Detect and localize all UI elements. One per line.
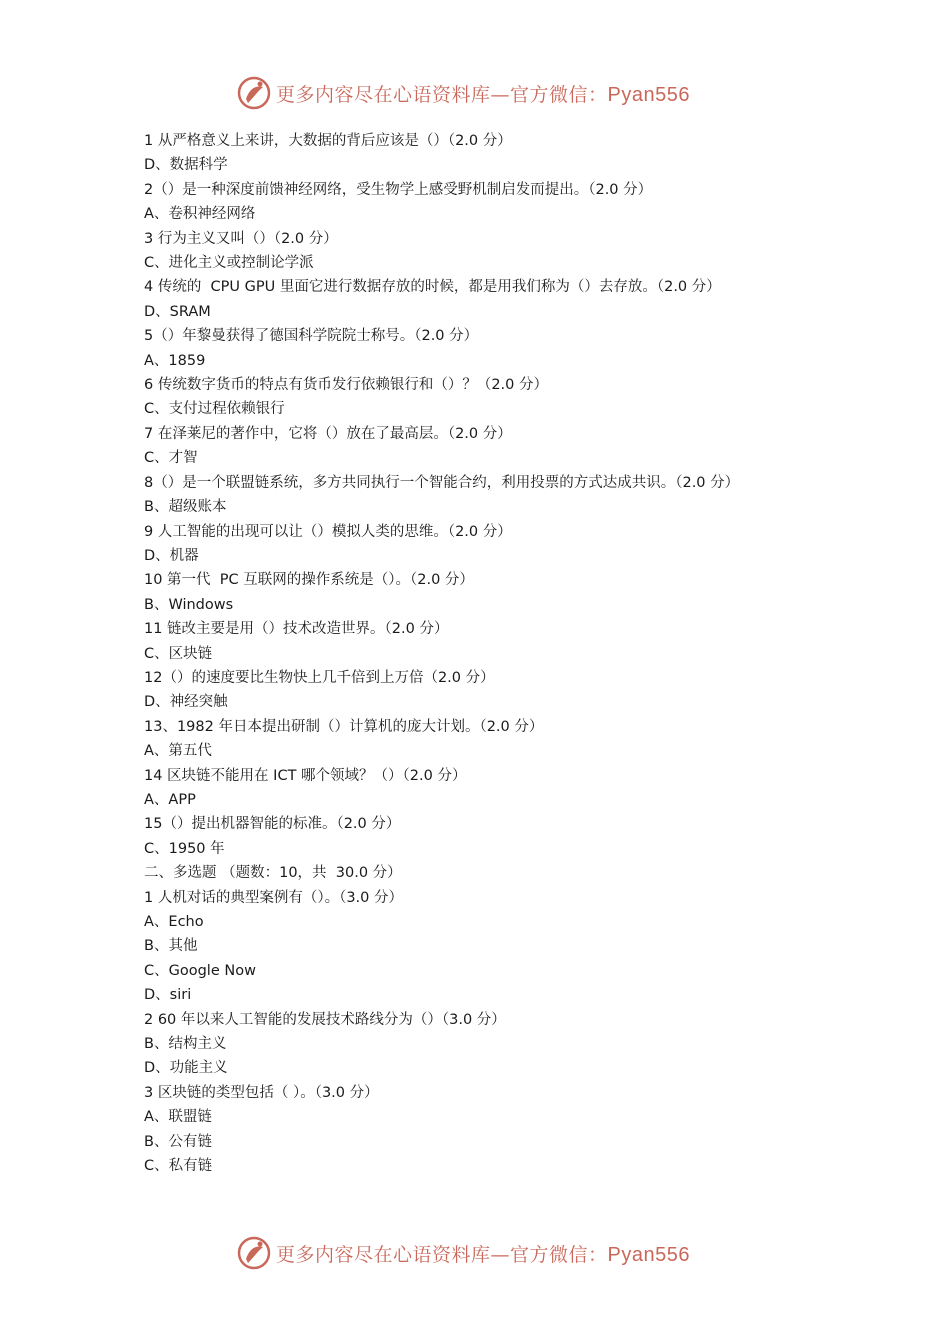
- answer-line: C、支付过程依赖银行: [144, 401, 285, 418]
- answer-line: A、Echo: [144, 914, 204, 930]
- question-line: 2（）是一种深度前馈神经网络，受生物学上感受野机制启发而提出。（2.0 分）: [144, 181, 653, 198]
- answer-line: C、1950 年: [144, 840, 225, 857]
- answer-line: A、卷积神经网络: [144, 206, 256, 223]
- header-banner: [236, 73, 736, 113]
- answer-line: D、SRAM: [144, 303, 211, 320]
- question-line: 10 第一代 PC 互联网的操作系统是（）。（2.0 分）: [144, 572, 474, 589]
- answer-line: B、超级账本: [144, 499, 227, 516]
- logo-icon: [236, 1235, 272, 1271]
- question-line: 8（）是一个联盟链系统，多方共同执行一个智能合约，利用投票的方式达成共识。（2.0 分）: [144, 474, 740, 491]
- question-line: 7 在泽莱尼的著作中，它将（）放在了最高层。（2.0 分）: [144, 425, 512, 442]
- answer-line: C、进化主义或控制论学派: [144, 255, 314, 272]
- question-line: 1 人机对话的典型案例有（）。（3.0 分）: [144, 889, 404, 906]
- question-line: 14 区块链不能用在 ICT 哪个领域？（）（2.0 分）: [144, 767, 467, 784]
- logo-icon: [236, 75, 272, 111]
- answer-line: C、才智: [144, 450, 198, 467]
- wechat-id: Pyan556: [607, 83, 690, 106]
- question-line: 12（）的速度要比生物快上几千倍到上万倍（2.0 分）: [144, 669, 495, 686]
- answer-line: D、功能主义: [144, 1060, 228, 1077]
- question-line: 1 从严格意义上来讲，大数据的背后应该是（）（2.0 分）: [144, 133, 512, 149]
- footer-banner: [236, 1233, 736, 1273]
- answer-line: B、结构主义: [144, 1036, 227, 1053]
- answer-line: B、其他: [144, 938, 198, 955]
- question-line: 15（）提出机器智能的标准。（2.0 分）: [144, 816, 401, 833]
- answer-line: D、神经突触: [144, 694, 228, 711]
- answer-line: A、联盟链: [144, 1109, 212, 1126]
- answer-line: A、APP: [144, 791, 196, 808]
- answer-line: C、区块链: [144, 645, 213, 662]
- answer-line: C、私有链: [144, 1158, 213, 1175]
- question-line: 2 60 年以来人工智能的发展技术路线分为（）（3.0 分）: [144, 1011, 506, 1028]
- question-line: 6 传统数字货币的特点有货币发行依赖银行和（）？（2.0 分）: [144, 377, 549, 394]
- header-banner-text: 更多内容尽在心语资料库—官方微信：Pyan556: [276, 83, 690, 106]
- answer-line: B、Windows: [144, 596, 234, 613]
- question-line: 9 人工智能的出现可以让（）模拟人类的思维。（2.0 分）: [144, 523, 512, 540]
- footer-banner-text: 更多内容尽在心语资料库—官方微信：Pyan556: [276, 1243, 690, 1266]
- question-line: 3 行为主义又叫（）（2.0 分）: [144, 230, 338, 247]
- answer-line: D、siri: [144, 987, 192, 1004]
- question-line: 13、1982 年日本提出研制（）计算机的庞大计划。（2.0 分）: [144, 718, 544, 735]
- wechat-id: Pyan556: [607, 1243, 690, 1266]
- answer-line: A、1859: [144, 352, 206, 369]
- answer-line: D、机器: [144, 547, 199, 564]
- question-line: 二、多选题 （题数：10，共 30.0 分）: [144, 865, 402, 882]
- question-line: 5（）年黎曼获得了德国科学院院士称号。（2.0 分）: [144, 328, 479, 345]
- answer-line: C、Google Now: [144, 962, 256, 979]
- question-line: 11 链改主要是用（）技术改造世界。（2.0 分）: [144, 621, 449, 638]
- question-line: 4 传统的 CPU GPU 里面它进行数据存放的时候，都是用我们称为（）去存放。（2.0 分）: [144, 279, 721, 296]
- answer-line: A、第五代: [144, 743, 212, 760]
- answer-line: D、数据科学: [144, 157, 228, 174]
- answer-line: B、公有链: [144, 1133, 212, 1150]
- question-line: 3 区块链的类型包括（ ）。（3.0 分）: [144, 1084, 379, 1101]
- document-body: [144, 129, 814, 1178]
